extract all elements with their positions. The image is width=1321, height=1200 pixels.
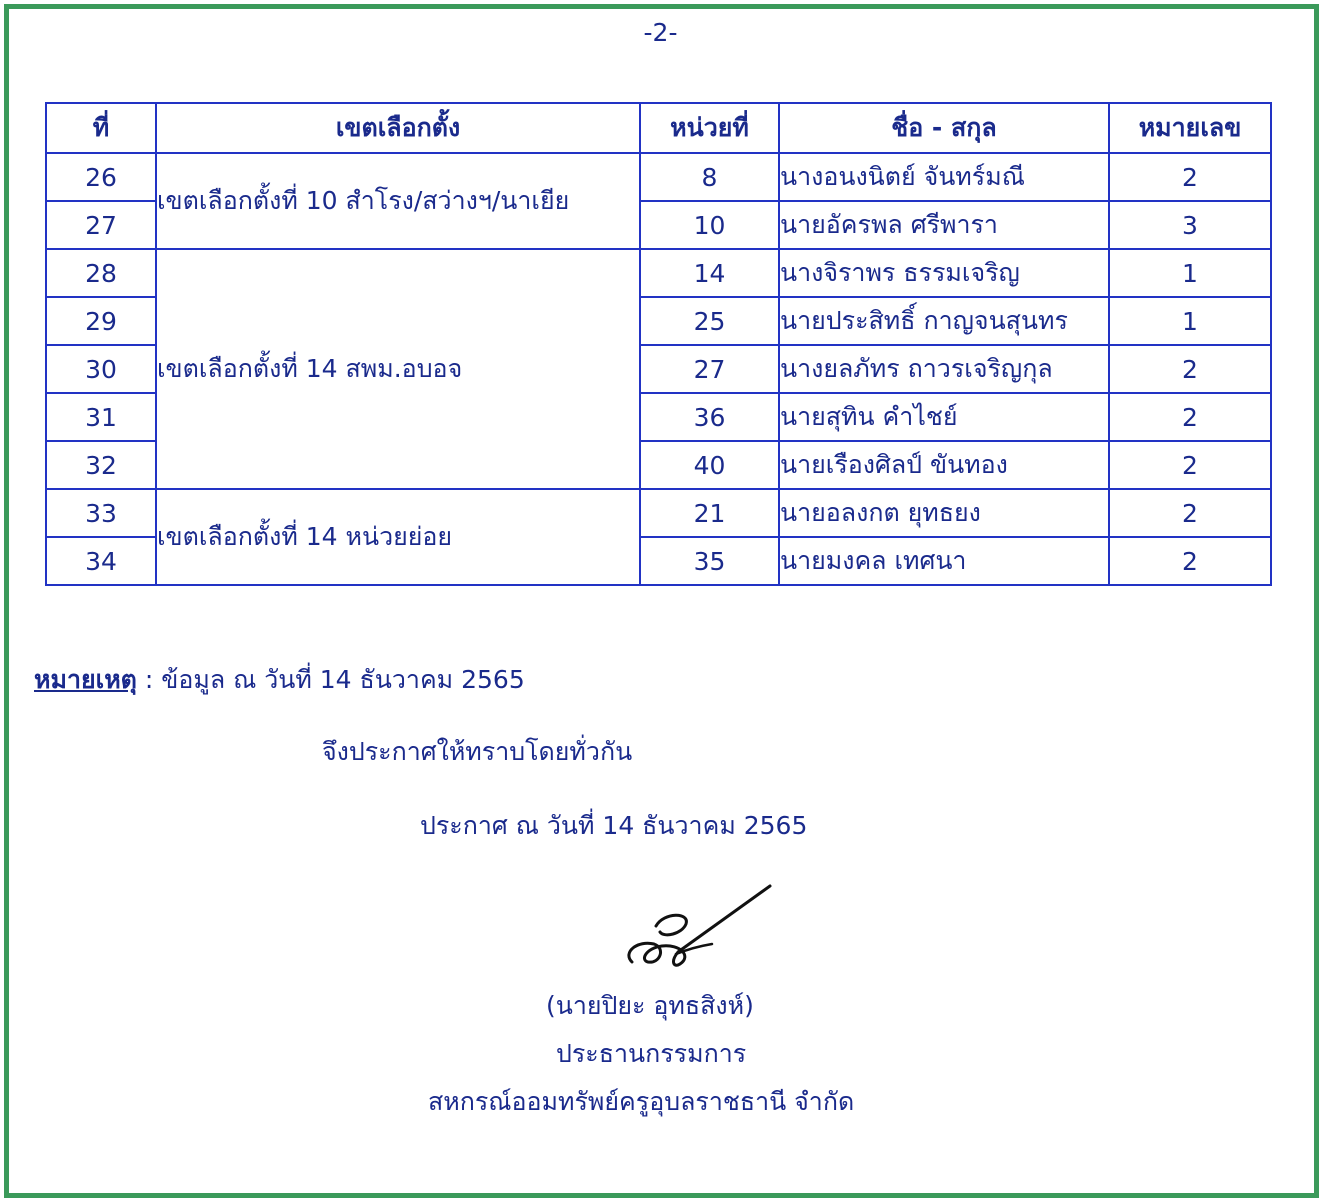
signer-position: ประธานกรรมการ: [556, 1039, 747, 1068]
cell-number: 1: [1109, 297, 1271, 345]
header-district: เขตเลือกตั้ง: [156, 103, 640, 153]
signature-image: [620, 882, 780, 974]
cell-unit: 14: [640, 249, 779, 297]
header-unit: หน่วยที่: [640, 103, 779, 153]
note-separator: :: [136, 665, 162, 694]
cell-number: 2: [1109, 345, 1271, 393]
cell-name: นางยลภัทร ถาวรเจริญกุล: [779, 345, 1109, 393]
page-number: -2-: [643, 18, 678, 47]
signer-name: (นายปิยะ อุทธสิงห์): [546, 991, 754, 1020]
cell-number: 2: [1109, 441, 1271, 489]
cell-number: 2: [1109, 489, 1271, 537]
cell-number: 2: [1109, 153, 1271, 201]
cell-unit: 40: [640, 441, 779, 489]
candidate-table: [45, 102, 1272, 586]
cell-no: 30: [46, 345, 156, 393]
cell-name: นายอลงกต ยุทธยง: [779, 489, 1109, 537]
cell-unit: 25: [640, 297, 779, 345]
header-number: หมายเลข: [1109, 103, 1271, 153]
note-text: ข้อมูล ณ วันที่ 14 ธันวาคม 2565: [161, 665, 525, 694]
cell-name: นางอนงนิตย์ จันทร์มณี: [779, 153, 1109, 201]
cell-no: 34: [46, 537, 156, 585]
cell-number: 2: [1109, 393, 1271, 441]
cell-name: นายเรืองศิลป์ ขันทอง: [779, 441, 1109, 489]
note-line: [34, 660, 525, 700]
cell-name: นายประสิทธิ์ กาญจนสุนทร: [779, 297, 1109, 345]
note-label: หมายเหตุ: [34, 665, 137, 694]
cell-district: เขตเลือกตั้งที่ 14 หน่วยย่อย: [156, 489, 640, 585]
cell-unit: 8: [640, 153, 779, 201]
cell-unit: 36: [640, 393, 779, 441]
table-row: [46, 249, 1271, 297]
cell-unit: 27: [640, 345, 779, 393]
cell-no: 32: [46, 441, 156, 489]
table-header-row: [46, 103, 1271, 153]
cell-district: เขตเลือกตั้งที่ 14 สพม.อบอจ: [156, 249, 640, 489]
cell-name: นายมงคล เทศนา: [779, 537, 1109, 585]
cell-no: 29: [46, 297, 156, 345]
cell-unit: 35: [640, 537, 779, 585]
table-row: [46, 489, 1271, 537]
cell-no: 28: [46, 249, 156, 297]
cell-name: นายอัครพล ศรีพารา: [779, 201, 1109, 249]
cell-name: นายสุทิน คำไชย์: [779, 393, 1109, 441]
cell-no: 31: [46, 393, 156, 441]
header-name: ชื่อ - สกุล: [779, 103, 1109, 153]
cell-no: 26: [46, 153, 156, 201]
cell-number: 1: [1109, 249, 1271, 297]
cell-district: เขตเลือกตั้งที่ 10 สำโรง/สว่างฯ/นาเยีย: [156, 153, 640, 249]
cell-no: 27: [46, 201, 156, 249]
cell-unit: 21: [640, 489, 779, 537]
announced-date: ประกาศ ณ วันที่ 14 ธันวาคม 2565: [420, 811, 808, 840]
cell-number: 3: [1109, 201, 1271, 249]
signer-organization: สหกรณ์ออมทรัพย์ครูอุบลราชธานี จำกัด: [428, 1087, 855, 1116]
cell-name: นางจิราพร ธรรมเจริญ: [779, 249, 1109, 297]
cell-unit: 10: [640, 201, 779, 249]
table-row: [46, 153, 1271, 201]
announcement-text: จึงประกาศให้ทราบโดยทั่วกัน: [322, 737, 633, 766]
cell-no: 33: [46, 489, 156, 537]
header-no: ที่: [46, 103, 156, 153]
cell-number: 2: [1109, 537, 1271, 585]
